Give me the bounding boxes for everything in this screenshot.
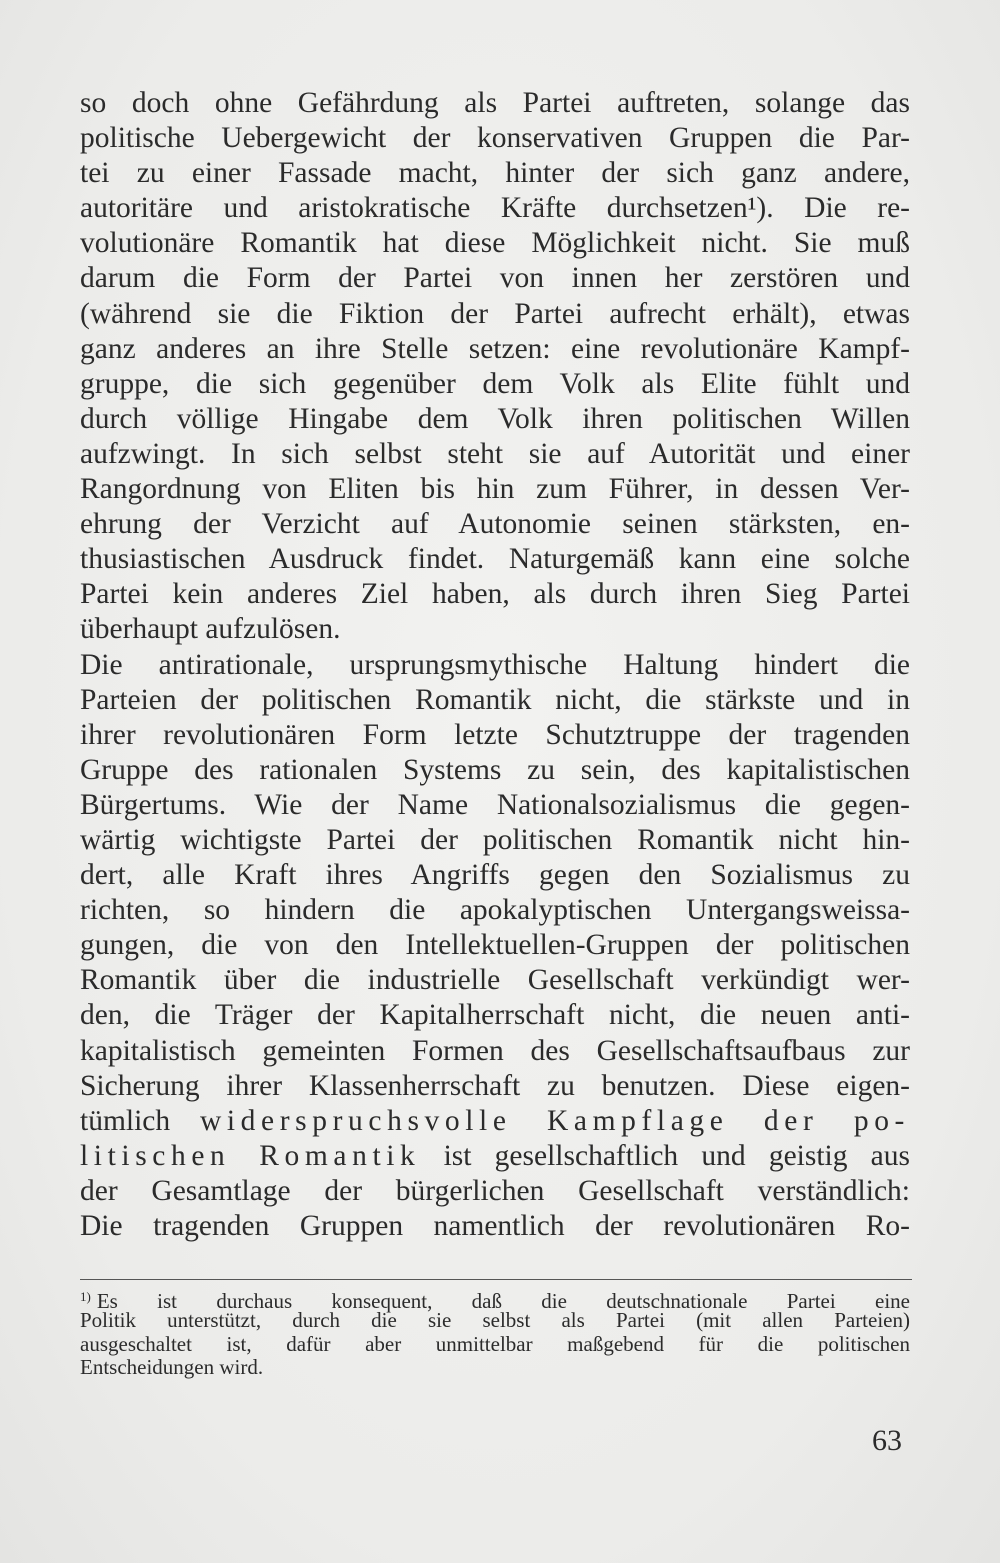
page-number: 63 — [872, 1424, 902, 1457]
text-line: gruppe, die sich gegenüber dem Volk als Elite fühlt und — [80, 367, 910, 400]
text-line: thusiastischen Ausdruck findet. Naturgemäß kann eine solche — [80, 543, 910, 576]
footnote-line — [80, 1285, 910, 1313]
text-line: Parteien der politischen Romantik nicht, die stärkste und in — [80, 683, 910, 716]
text-line: Partei kein anderes Ziel haben, als durch ihren Sieg Partei — [80, 578, 910, 611]
text-line: wärtig wichtigste Partei der politischen Romantik nicht hin- — [80, 823, 910, 856]
text-line: Gruppe des rationalen Systems zu sein, des kapitalistischen — [80, 753, 910, 786]
text-line — [80, 1139, 910, 1174]
text-line: aufzwingt. In sich selbst steht sie auf Autorität und einer — [80, 437, 910, 470]
footnote-line: Entscheidungen wird. — [80, 1355, 264, 1380]
text-line: ehrung der Verzicht auf Autonomie seinen stärksten, en- — [80, 508, 910, 541]
text-line: dert, alle Kraft ihres Angriffs gegen den Sozialismus zu — [80, 859, 910, 892]
text-line: durch völlige Hingabe dem Volk ihren politischen Willen — [80, 402, 910, 435]
text-line: Sicherung ihrer Klassenherrschaft zu benutzen. Diese eigen- — [80, 1069, 910, 1102]
footnote-divider — [80, 1279, 912, 1280]
text-line: volutionäre Romantik hat diese Möglichkeit nicht. Sie muß — [80, 227, 910, 260]
text-line: ganz anderes an ihre Stelle setzen: eine revolutionäre Kampf- — [80, 332, 910, 365]
text-line: autoritäre und aristokratische Kräfte durchsetzen¹). Die re- — [80, 192, 910, 225]
text-line: gungen, die von den Intellektuellen-Gruppen der politischen — [80, 929, 910, 962]
text-line: überhaupt aufzulösen. — [80, 613, 341, 646]
footnote — [80, 1285, 910, 1380]
text-line: Romantik über die industrielle Gesellschaft verkündigt wer- — [80, 964, 910, 997]
text-line: Die antirationale, ursprungsmythische Haltung hindert die — [80, 648, 910, 681]
text-line: (während sie die Fiktion der Partei aufrecht erhält), etwas — [80, 297, 910, 330]
text-line — [80, 1104, 910, 1139]
text-line: politische Uebergewicht der konservativen Gruppen die Par- — [80, 122, 910, 155]
text-line: Rangordnung von Eliten bis hin zum Führer, in dessen Ver- — [80, 473, 910, 506]
text-line: Bürgertums. Wie der Name Nationalsozialismus die gegen- — [80, 788, 910, 821]
text-line: tei zu einer Fassade macht, hinter der sich ganz andere, — [80, 157, 910, 190]
text-line: Die tragenden Gruppen namentlich der revolutionären Ro- — [80, 1210, 910, 1242]
text-line: der Gesamtlage der bürgerlichen Gesellschaft verständlich: — [80, 1174, 910, 1207]
footnote-marker: 1) — [80, 1289, 91, 1304]
footnote-text: Es ist durchaus konsequent, daß die deutschnationale Partei eine — [96, 1289, 910, 1313]
spaced-emphasis: widerspruchsvolle Kampflage der po- — [199, 1104, 910, 1137]
footnote-line: Politik unterstützt, durch die sie selbst als Partei (mit allen Parteien) — [80, 1307, 910, 1332]
text-line: den, die Träger der Kapitalherrschaft nicht, die neuen anti- — [80, 999, 910, 1032]
text-segment: ist gesellschaftlich und geistig aus — [420, 1139, 910, 1172]
text-line: richten, so hindern die apokalyptischen Untergangsweissa- — [80, 894, 910, 927]
spaced-emphasis: litischen Romantik — [80, 1139, 421, 1172]
text-line: ihrer revolutionären Form letzte Schutztruppe der tragenden — [80, 718, 910, 751]
text-line: kapitalistisch gemeinten Formen des Gesellschaftsaufbaus zur — [80, 1034, 910, 1067]
text-line: so doch ohne Gefährdung als Partei auftreten, solange das — [80, 87, 910, 119]
footnote-line: ausgeschaltet ist, dafür aber unmittelbar maßgebend für die politischen — [80, 1331, 910, 1356]
text-line: darum die Form der Partei von innen her zerstören und — [80, 262, 910, 295]
text-segment: tümlich — [80, 1104, 200, 1137]
main-text — [80, 86, 910, 1244]
